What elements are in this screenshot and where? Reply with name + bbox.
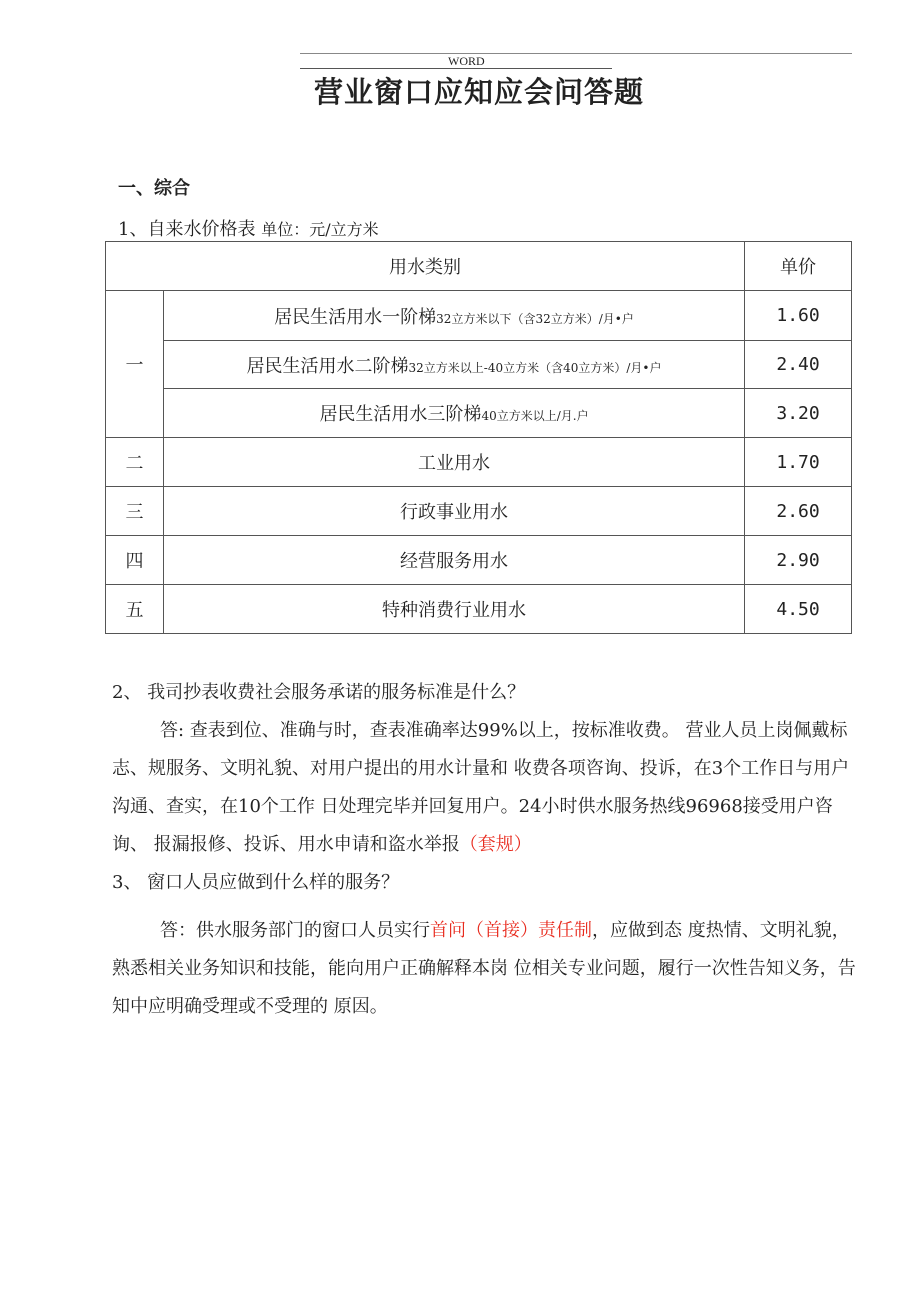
row-group: 五 <box>106 585 164 634</box>
row-label: 特种消费行业用水 <box>163 585 744 634</box>
header-label: WORD <box>448 54 485 68</box>
row-note: 32立方米以上-40立方米（含40立方米）/月•户 <box>408 360 662 375</box>
row-category <box>163 291 744 341</box>
price-table <box>105 241 852 634</box>
table-caption <box>118 215 379 241</box>
row-label: 居民生活用水二阶梯 <box>246 355 409 377</box>
table-row <box>106 291 852 341</box>
row-category <box>163 341 744 389</box>
row-note: 32立方米以下（含32立方米）/月•户 <box>436 311 634 326</box>
table-row <box>106 438 852 487</box>
row-price: 2.90 <box>745 536 852 585</box>
row-group: 一 <box>106 291 164 438</box>
row-price: 2.40 <box>745 341 852 389</box>
row-note: 40立方米以上/月.户 <box>481 409 589 423</box>
row-label: 行政事业用水 <box>163 487 744 536</box>
row-group: 三 <box>106 487 164 536</box>
header-rule <box>300 53 852 54</box>
table-row <box>106 487 852 536</box>
answer-2-remark: （套规） <box>459 834 532 855</box>
row-label: 居民生活用水三阶梯 <box>319 404 482 425</box>
row-price: 2.60 <box>745 487 852 536</box>
header-underline <box>300 68 612 69</box>
header-category: 用水类别 <box>106 242 745 291</box>
row-price: 3.20 <box>745 389 852 438</box>
table-row <box>106 585 852 634</box>
section-heading: 一、综合 <box>118 178 190 199</box>
question-3: 3、 窗口人员应做到什么样的服务？ <box>112 872 400 893</box>
table-caption-unit: 单位：元/立方米 <box>261 220 379 239</box>
answer-3-post: ，应做到态 度热情、文明礼貌，熟悉相关业务知识和技能，能向用户正确解释本岗 位相关专业问题，履行一次性告知义务，告知中应明确受理或不受理的 原因。 <box>112 920 856 1017</box>
answer-3-highlight: 首问（首接）责任制 <box>430 920 592 941</box>
row-price: 4.50 <box>745 585 852 634</box>
row-price: 1.70 <box>745 438 852 487</box>
question-2: 2、 我司抄表收费社会服务承诺的服务标准是什么？ <box>112 682 526 703</box>
answer-3-pre: 答：供水服务部门的窗口人员实行 <box>160 920 430 941</box>
row-group: 二 <box>106 438 164 487</box>
table-row <box>106 341 852 389</box>
row-label: 居民生活用水一阶梯 <box>274 306 437 328</box>
answer-2-text: 答: 查表到位、准确与时，查表准确率达99%以上，按标准收费。 营业人员上岗佩戴标志、规服务、文明礼貌、对用户提出的用水计量和 收费各项咨询、投诉，在3个工作日与用户沟通、查实，在10个工作 日处理完毕并回复用户。24小时供水服务热线96968接受用户咨询、 报漏报修、投诉、用水申请和盗水举报 <box>112 720 850 855</box>
table-header-row <box>106 242 852 291</box>
answer-3 <box>112 912 857 1026</box>
row-group: 四 <box>106 536 164 585</box>
page-title: 营业窗口应知应会问答题 <box>313 75 644 109</box>
answer-2 <box>112 712 857 864</box>
row-category <box>163 389 744 438</box>
table-caption-prefix: 1、自来水价格表 <box>118 219 256 240</box>
row-label: 经营服务用水 <box>163 536 744 585</box>
row-label: 工业用水 <box>163 438 744 487</box>
table-row <box>106 389 852 438</box>
row-price: 1.60 <box>745 291 852 341</box>
header-price: 单价 <box>745 242 852 291</box>
table-row <box>106 536 852 585</box>
